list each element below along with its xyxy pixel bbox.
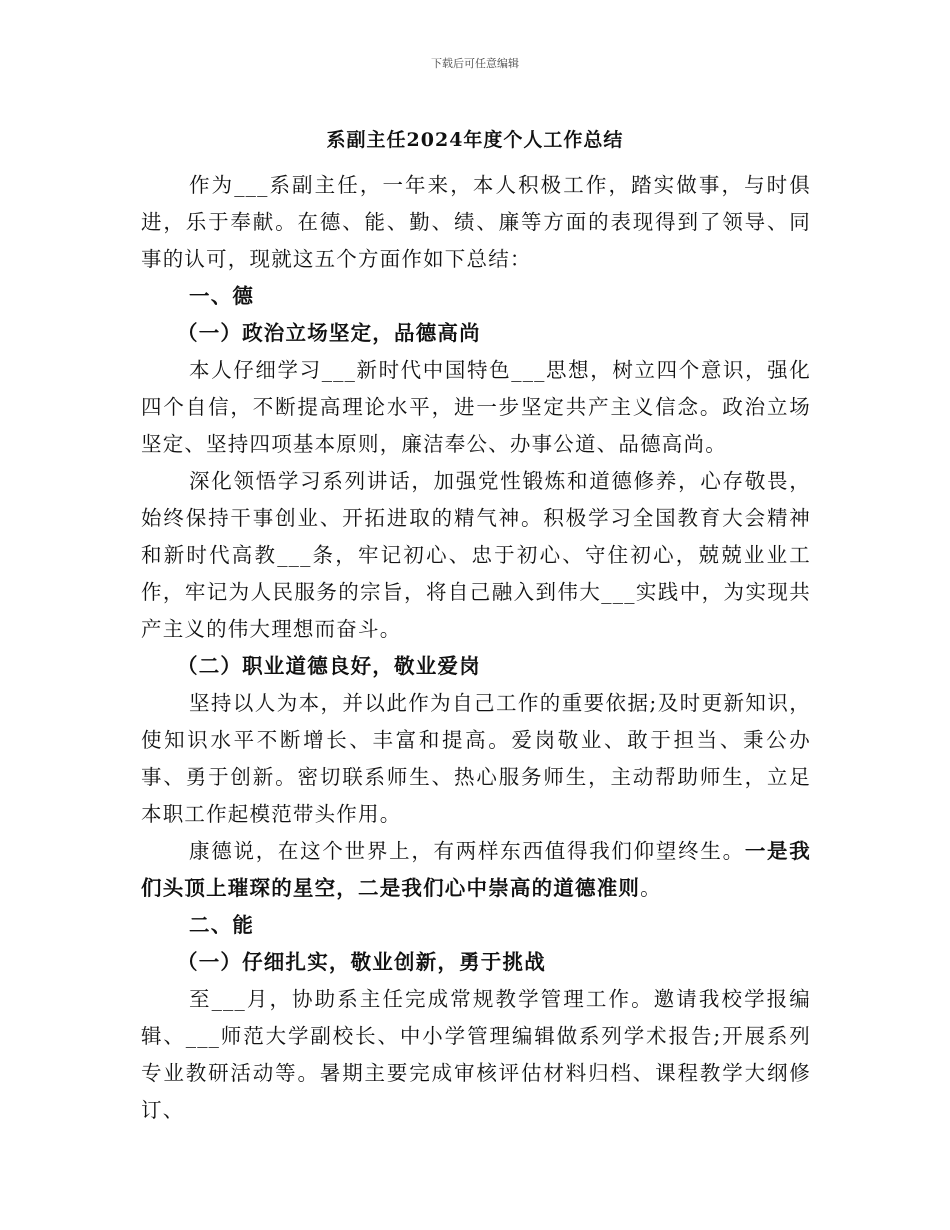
header-note: 下载后可任意编辑 <box>431 57 519 70</box>
section-heading-de: 一、德 <box>189 284 255 308</box>
kant-quote-bold: 一是我们头顶上璀琛的星空，二是我们心中崇高的道德准则 <box>141 839 811 900</box>
subsection-heading-diligent: （一）仔细扎实，敬业创新，勇于挑战 <box>177 950 546 974</box>
document-body <box>141 167 811 1129</box>
paragraph-teaching-management: 至___月，协助系主任完成常规教学管理工作。邀请我校学报编辑、___师范大学副校长、中小学管理编辑做系列学术报告;开展系列专业教研活动等。暑期主要完成审核评估材料归档、课程教学大纲修订、 <box>141 987 811 1122</box>
paragraph-intro: 作为___系副主任，一年来，本人积极工作，踏实做事，与时俱进，乐于奉献。在德、能、勤、绩、廉等方面的表现得到了领导、同事的认可，现就这五个方面作如下总结： <box>141 173 811 271</box>
kant-quote-lead: 康德说，在这个世界上，有两样东西值得我们仰望终生。 <box>189 839 745 863</box>
paragraph-people-oriented: 坚持以人为本，并以此作为自己工作的重要依据;及时更新知识，使知识水平不断增长、丰富和提高。爱岗敬业、敢于担当、秉公办事、勇于创新。密切联系师生、热心服务师生，主动帮助师生，立足本职工作起模范带头作用。 <box>141 691 811 826</box>
paragraph-deepen: 深化领悟学习系列讲话，加强党性锻炼和道德修养，心存敬畏，始终保持干事创业、开拓进取的精气神。积极学习全国教育大会精神和新时代高教___条，牢记初心、忠于初心、守住初心，兢兢业业工作，牢记为人民服务的宗旨，将自己融入到伟大___实践中，为实现共产主义的伟大理想而奋斗。 <box>141 469 811 641</box>
subsection-heading-ethics: （二）职业道德良好，敬业爱岗 <box>177 654 481 678</box>
document-title: 系副主任2024年度个人工作总结 <box>326 129 624 151</box>
paragraph-study: 本人仔细学习___新时代中国特色___思想，树立四个意识，强化四个自信，不断提高理论水平，进一步坚定共产主义信念。政治立场坚定、坚持四项基本原则，廉洁奉公、办事公道、品德高尚。 <box>141 358 811 456</box>
section-heading-neng: 二、能 <box>189 913 255 937</box>
kant-quote-tail: 。 <box>640 876 662 900</box>
subsection-heading-political: （一）政治立场坚定，品德高尚 <box>177 321 481 345</box>
paragraph-kant-quote <box>141 833 811 907</box>
